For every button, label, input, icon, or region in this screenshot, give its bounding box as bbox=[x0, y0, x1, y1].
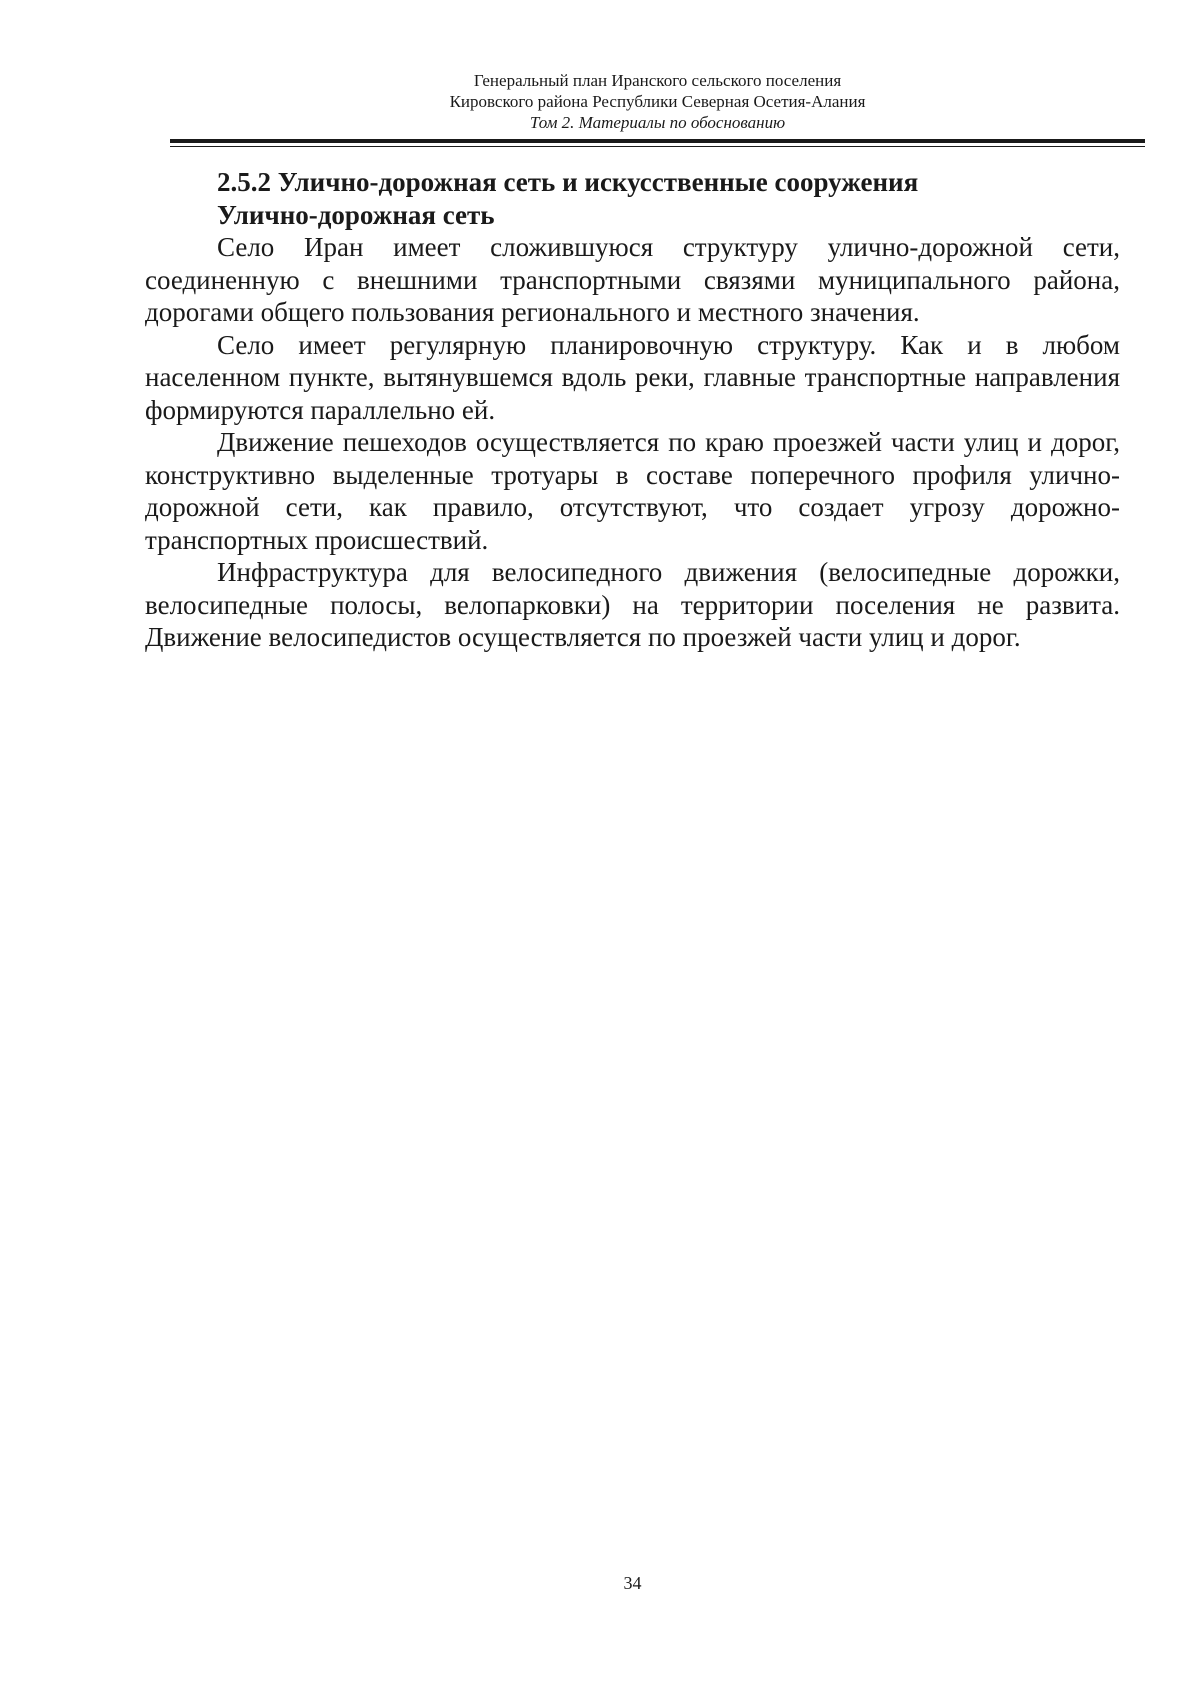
paragraph-2: Село имеет регулярную планировочную структуру. Как и в любом населенном пункте, вытянувшемся вдоль реки, главные транспортные направления формируются параллельно ей. bbox=[145, 329, 1120, 425]
subsection-heading: Улично-дорожная сеть bbox=[217, 199, 495, 230]
header-volume-line: Том 2. Материалы по обоснованию bbox=[529, 113, 786, 132]
header-rule-thick bbox=[170, 139, 1145, 143]
page-number: 34 bbox=[623, 1573, 642, 1593]
running-header bbox=[170, 70, 1145, 133]
main-content bbox=[145, 166, 1120, 654]
header-title-line1: Генеральный план Иранского сельского поселения bbox=[473, 71, 842, 90]
paragraph-3: Движение пешеходов осуществляется по краю проезжей части улиц и дорог, конструктивно выделенные тротуары в составе поперечного профиля улично-дорожной сети, как правило, отсутствуют, что создает угрозу дорожно-транспортных происшествий. bbox=[145, 427, 1120, 555]
header-rule-thin bbox=[170, 146, 1145, 147]
paragraph-4: Инфраструктура для велосипедного движения (велосипедные дорожки, велосипедные полосы, велопарковки) на территории поселения не развита. Движение велосипедистов осуществляется по проезжей части улиц и дорог. bbox=[145, 557, 1120, 652]
header-title-line2: Кировского района Республики Северная Осетия-Алания bbox=[449, 92, 866, 111]
section-heading: 2.5.2 Улично-дорожная сеть и искусственные сооружения bbox=[217, 167, 919, 197]
paragraph-1: Село Иран имеет сложившуюся структуру улично-дорожной сети, соединенную с внешними транспортными связями муниципального района, дорогами общего пользования регионального и местного значения. bbox=[145, 232, 1120, 327]
